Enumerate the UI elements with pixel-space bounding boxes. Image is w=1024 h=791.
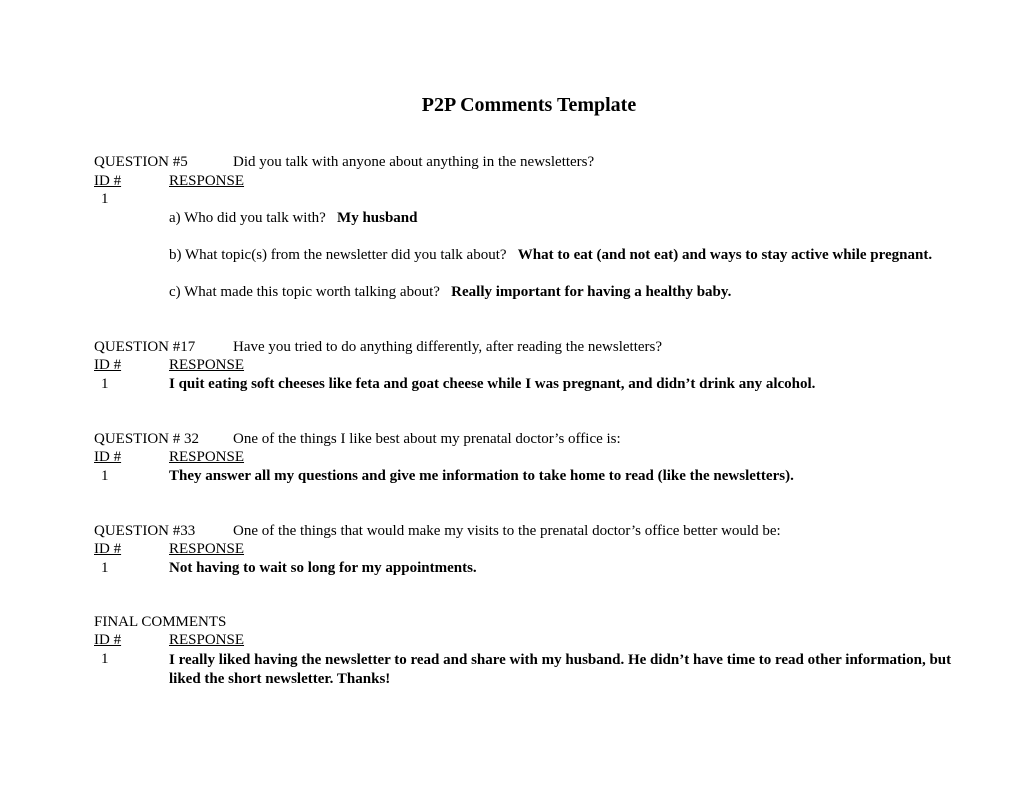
- respondent-id: 1: [101, 651, 109, 667]
- respondent-id: 1: [101, 560, 109, 576]
- respondent-id: 1: [101, 191, 109, 207]
- id-column-label: ID #: [94, 357, 122, 373]
- id-column-label: ID #: [94, 541, 122, 557]
- respondent-id: 1: [101, 376, 109, 392]
- question-number: QUESTION #17: [94, 339, 196, 355]
- question-text: Have you tried to do anything differently, after reading the newsletters?: [233, 339, 663, 355]
- respondent-id: 1: [101, 468, 109, 484]
- response-column-label: RESPONSE: [169, 173, 245, 189]
- sub-question-answer: What to eat (and not eat) and ways to stay active while pregnant.: [517, 247, 933, 263]
- sub-question-prompt: a) Who did you talk with?: [169, 210, 326, 226]
- page-title: P2P Comments Template: [421, 94, 637, 116]
- sub-question-b: [169, 247, 932, 264]
- sub-question-prompt: b) What topic(s) from the newsletter did you talk about?: [169, 247, 507, 263]
- sub-question-answer: Really important for having a healthy baby.: [451, 284, 732, 300]
- sub-question-prompt: c) What made this topic worth talking about?: [169, 284, 440, 300]
- question-text: One of the things that would make my visits to the prenatal doctor’s office better would be:: [233, 523, 781, 539]
- question-number: QUESTION #33: [94, 523, 196, 539]
- response-text: I quit eating soft cheeses like feta and goat cheese while I was pregnant, and didn’t drink any alcohol.: [169, 376, 816, 392]
- response-text: They answer all my questions and give me information to take home to read (like the newsletters).: [169, 468, 794, 484]
- response-text: Not having to wait so long for my appointments.: [169, 560, 477, 576]
- sub-question-c: [169, 284, 731, 301]
- response-column-label: RESPONSE: [169, 449, 245, 465]
- response-column-label: RESPONSE: [169, 357, 245, 373]
- final-comments-heading: FINAL COMMENTS: [94, 614, 227, 630]
- id-column-label: ID #: [94, 632, 122, 648]
- sub-question-a: [169, 210, 418, 227]
- id-column-label: ID #: [94, 449, 122, 465]
- question-number: QUESTION #5: [94, 154, 188, 170]
- question-text: Did you talk with anyone about anything in the newsletters?: [233, 154, 595, 170]
- sub-question-answer: My husband: [337, 210, 418, 226]
- question-number: QUESTION # 32: [94, 431, 199, 447]
- response-column-label: RESPONSE: [169, 632, 245, 648]
- response-column-label: RESPONSE: [169, 541, 245, 557]
- id-column-label: ID #: [94, 173, 122, 189]
- question-text: One of the things I like best about my prenatal doctor’s office is:: [233, 431, 621, 447]
- response-text: I really liked having the newsletter to read and share with my husband. He didn’t have time to read other information, but liked the short newsletter. Thanks!: [169, 652, 952, 687]
